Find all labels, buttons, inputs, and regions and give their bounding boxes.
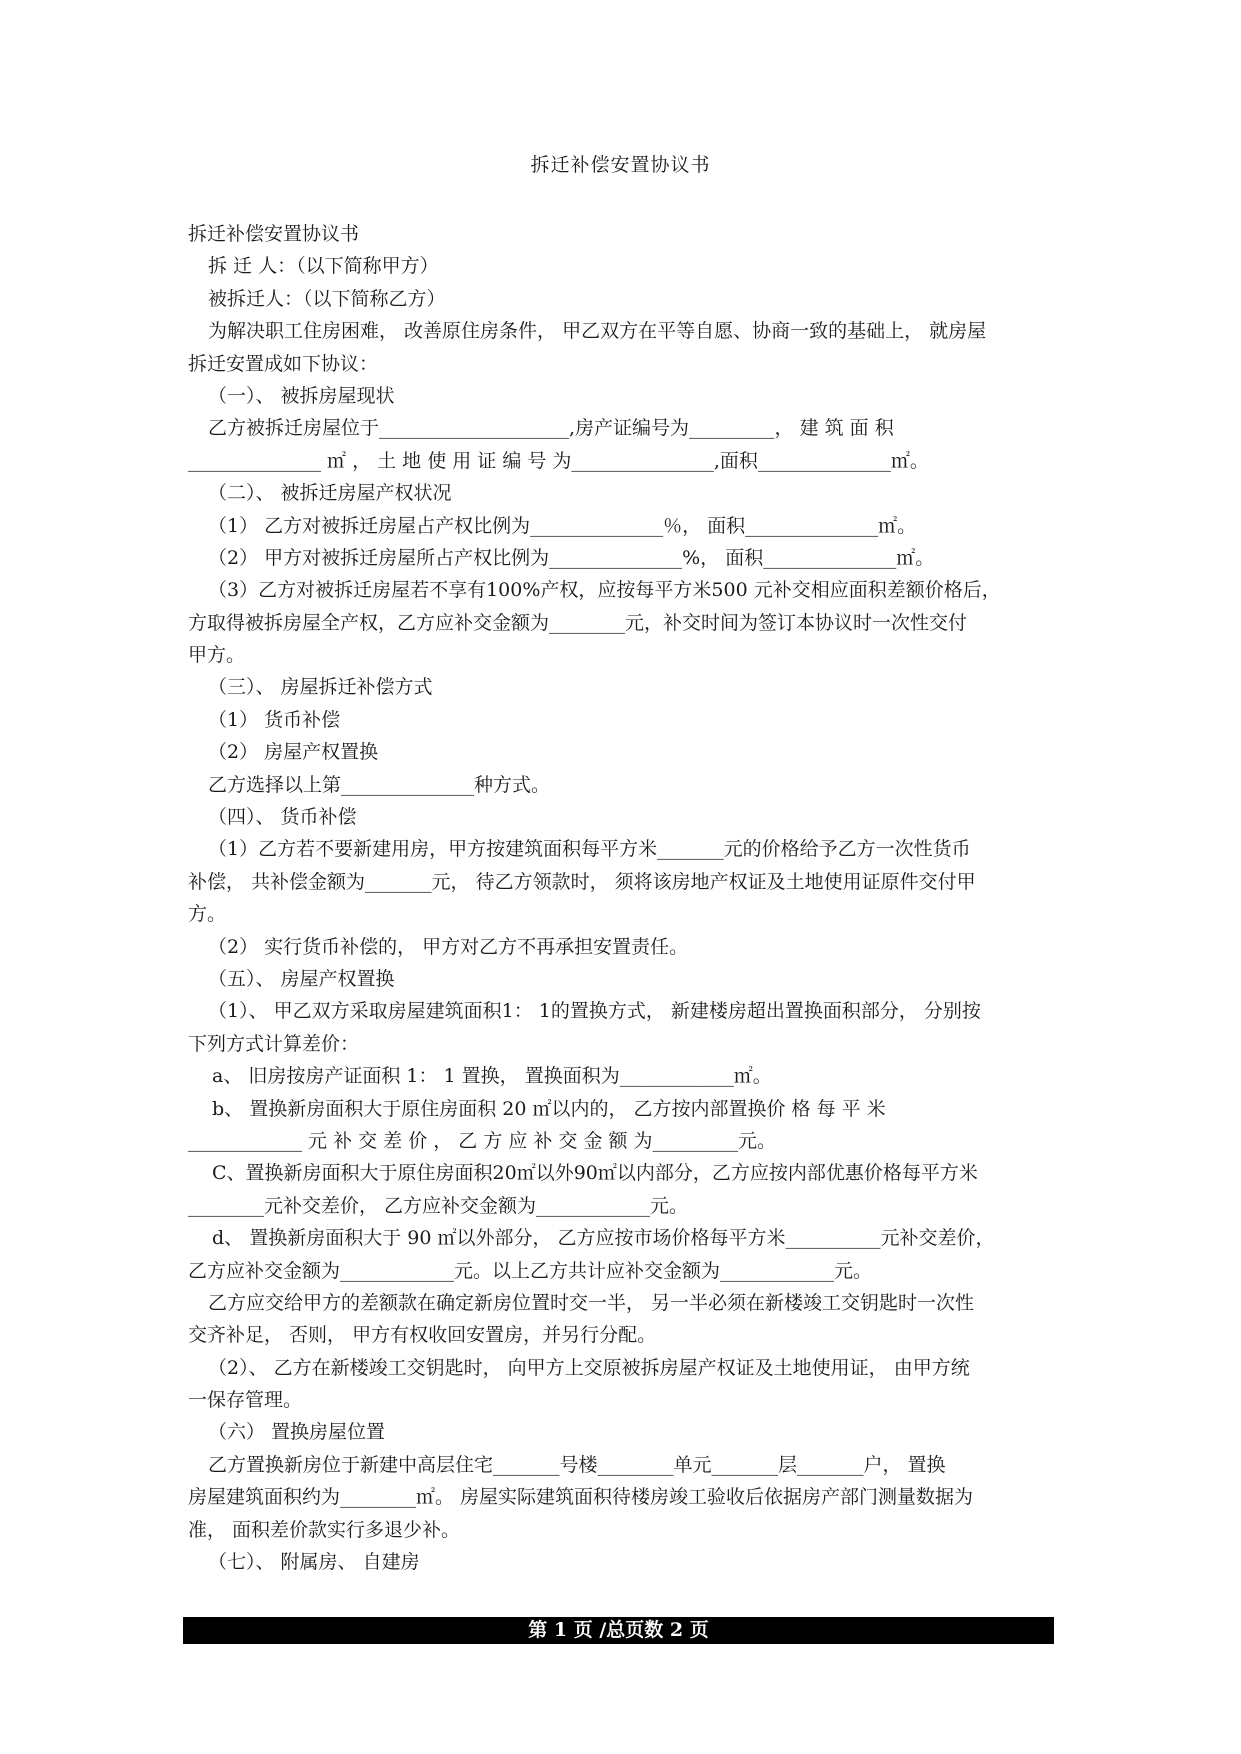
page-number-label: 第 1 页 /总页数 2 页 [528,1619,709,1641]
paragraph-line: （三）、 房屋拆迁补偿方式 [208,676,433,699]
paragraph-line: 一保存管理。 [188,1389,303,1412]
paragraph-line: d、 置换新房面积大于 90 ㎡以外部分， 乙方应按市场价格每平方米__________元补交差价， [212,1227,995,1250]
page-footer [183,1617,1054,1644]
paragraph-line: 乙方置换新房位于新建中高层住宅_______号楼________单元_______层_______户， 置换 [208,1453,946,1476]
paragraph-line: 拆迁安置成如下协议： [188,352,379,375]
paragraph-line: （1）、 甲乙双方采取房屋建筑面积1： 1的置换方式， 新建楼房超出置换面积部分， 分别按 [208,1000,981,1023]
paragraph-line: 乙方被拆迁房屋位于____________________,房产证编号为_________， 建 筑 面 积 [208,417,894,440]
paragraph-line: 方取得被拆房屋全产权，乙方应补交金额为________元，补交时间为签订本协议时一次性交付 [188,611,968,634]
paragraph-line: 补偿， 共补偿金额为_______元， 待乙方领款时， 须将该房地产权证及土地使用证原件交付甲 [188,870,976,893]
paragraph-line: 乙方选择以上第______________种方式。 [208,773,551,796]
paragraph-line: ______________ ㎡ ， 土 地 使 用 证 编 号 为_______________,面积______________㎡。 [188,449,929,472]
paragraph-line: b、 置换新房面积大于原住房面积 20 ㎡以内的， 乙方按内部置换价 格 每 平 米 [212,1097,886,1120]
paragraph-line: ________元补交差价， 乙方应补交金额为____________元。 [188,1194,689,1217]
paragraph-line: a、 旧房按房产证面积 1： 1 置换， 置换面积为____________㎡。 [212,1065,772,1088]
paragraph-line: （2） 房屋产权置换 [208,741,379,764]
paragraph-line: （二）、 被拆迁房屋产权状况 [208,482,452,505]
paragraph-line: 准， 面积差价款实行多退少补。 [188,1518,461,1541]
document-title: 拆迁补偿安置协议书 [530,154,711,176]
paragraph-line: 甲方。 [188,644,246,667]
document-body [188,218,1054,1578]
paragraph-line: 乙方应交给甲方的差额款在确定新房位置时交一半， 另一半必须在新楼竣工交钥匙时一次性 [208,1291,975,1314]
paragraph-line: ____________ 元 补 交 差 价 ， 乙 方 应 补 交 金 额 为_________元。 [188,1129,777,1152]
paragraph-line: 为解决职工住房困难， 改善原住房条件， 甲乙双方在平等自愿、协商一致的基础上， 就房屋 [208,320,987,343]
paragraph-line: C、置换新房面积大于原住房面积20㎡以外90㎡以内部分，乙方应按内部优惠价格每平方米 [212,1162,978,1185]
paragraph-line: 交齐补足， 否则， 甲方有权收回安置房，并另行分配。 [188,1324,657,1347]
paragraph-line: 拆迁补偿安置协议书 [188,223,360,245]
paragraph-line: 方。 [188,903,227,926]
paragraph-line: （七）、 附属房、 自建房 [208,1551,420,1574]
paragraph-line: （3）乙方对被拆迁房屋若不享有100%产权，应按每平方米500 元补交相应面积差额价格后， [208,579,1001,602]
paragraph-line: 房屋建筑面积约为________㎡。 房屋实际建筑面积待楼房竣工验收后依据房产部门测量数据为 [188,1486,974,1509]
paragraph-line: （2） 甲方对被拆迁房屋所占产权比例为______________%， 面积______________㎡。 [208,546,935,569]
paragraph-line: （1） 乙方对被拆迁房屋占产权比例为______________％， 面积______________㎡。 [208,514,917,537]
paragraph-line: （六） 置换房屋位置 [208,1421,386,1444]
paragraph-line: 被拆迁人：（以下简称乙方） [208,287,446,310]
paragraph-line: （1）乙方若不要新建用房，甲方按建筑面积每平方米_______元的价格给予乙方一次性货币 [208,838,971,861]
paragraph-line: （一）、 被拆房屋现状 [208,384,395,407]
paragraph-line: （2）、 乙方在新楼竣工交钥匙时， 向甲方上交原被拆房屋产权证及土地使用证， 由甲方统 [208,1356,970,1379]
paragraph-line: 下列方式计算差价： [188,1032,360,1055]
paragraph-line: （1） 货币补偿 [208,708,341,731]
paragraph-line: （四）、 货币补偿 [208,806,357,829]
paragraph-line: （2） 实行货币补偿的， 甲方对乙方不再承担安置责任。 [208,935,689,958]
paragraph-line: （五）、 房屋产权置换 [208,967,395,990]
paragraph-line: 拆 迁 人：（以下简称甲方） [208,255,439,278]
paragraph-line: 乙方应补交金额为____________元。以上乙方共计应补交金额为____________元。 [188,1259,873,1282]
